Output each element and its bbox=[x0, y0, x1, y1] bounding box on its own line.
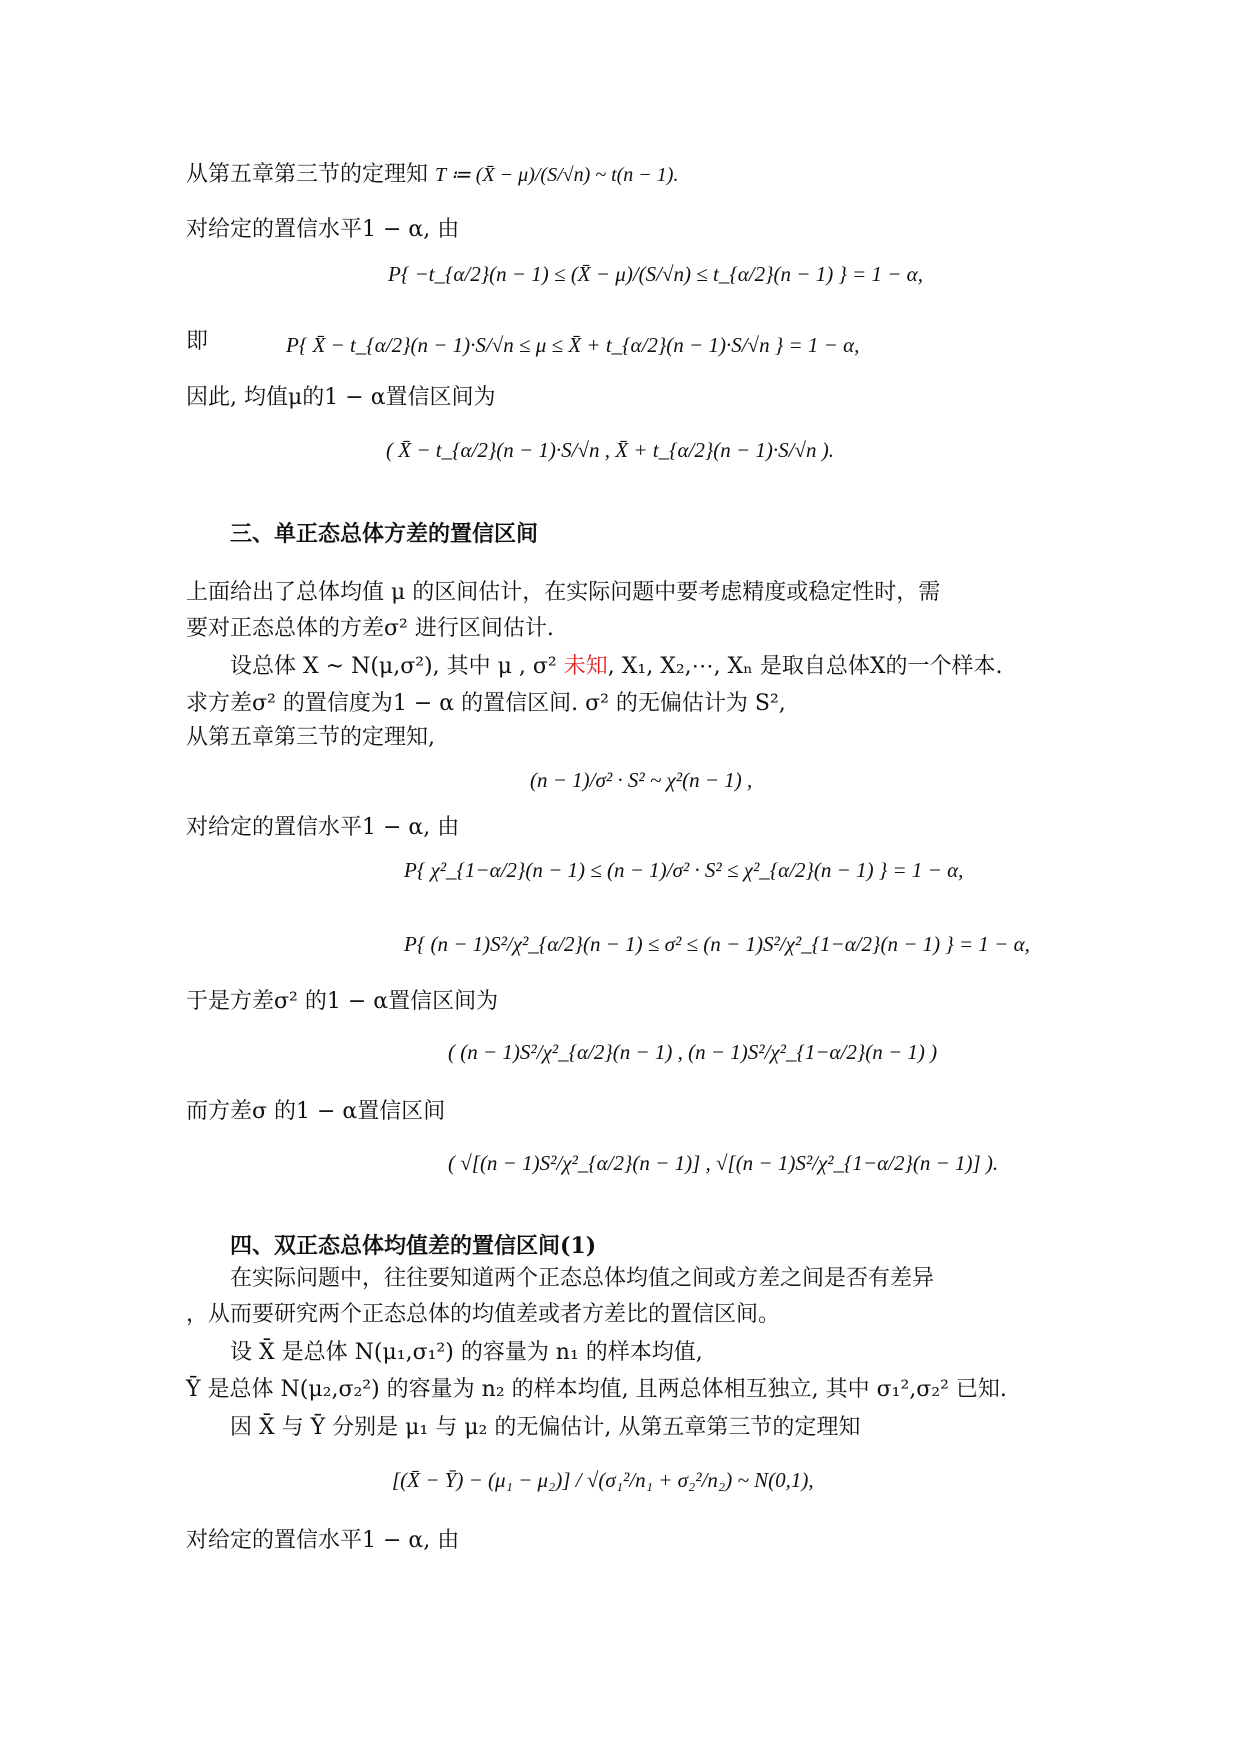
text-sample-def: , X₁, X₂,⋯, Xₙ 是取自总体X的一个样本. bbox=[607, 654, 1003, 679]
text-line: 从第五章第三节的定理知, bbox=[186, 725, 435, 750]
formula-probability-t: P{ −t_{α/2}(n − 1) ≤ (X̄ − μ)/(S/√n) ≤ t_{α/2}(n − 1) } = 1 − α, bbox=[388, 262, 923, 286]
text-unknown-highlight: 未知 bbox=[563, 654, 608, 679]
formula-variance-interval: ( (n − 1)S²/χ²_{α/2}(n − 1) , (n − 1)S²/χ²_{1−α/2}(n − 1) ) bbox=[448, 1040, 938, 1064]
formula-probability-sigma: P{ (n − 1)S²/χ²_{α/2}(n − 1) ≤ σ² ≤ (n − 1)S²/χ²_{1−α/2}(n − 1) } = 1 − α, bbox=[404, 932, 1030, 956]
formula-sd-interval: ( √[(n − 1)S²/χ²_{α/2}(n − 1)] , √[(n − 1)S²/χ²_{1−α/2}(n − 1)] ). bbox=[448, 1151, 999, 1175]
text-population-setup: 设总体 X ~ N(μ,σ²), 其中 μ , σ² bbox=[230, 654, 564, 679]
formula-chi-square-dist: (n − 1)/σ² · S² ~ χ²(n − 1) , bbox=[530, 768, 753, 792]
text-line: ，从而要研究两个正态总体的均值差或者方差比的置信区间。 bbox=[186, 1302, 781, 1327]
text-line: Ȳ 是总体 N(μ₂,σ₂²) 的容量为 n₂ 的样本均值, 且两总体相互独立, 其中 σ₁²,σ₂² 已知. bbox=[186, 1377, 1007, 1402]
text-line: 而方差σ 的1 − α置信区间 bbox=[186, 1099, 446, 1124]
text-ji: 即 bbox=[186, 329, 209, 354]
section-heading-mean-diff: 四、双正态总体均值差的置信区间(1) bbox=[230, 1233, 597, 1259]
text-line: 在实际问题中，往往要知道两个正态总体均值之间或方差之间是否有差异 bbox=[230, 1266, 935, 1291]
formula-t-statistic: T ≔ (X̄ − μ)/(S/√n) ~ t(n − 1). bbox=[435, 164, 679, 186]
text-line: 对给定的置信水平1 − α, 由 bbox=[186, 815, 460, 840]
formula-probability-chi: P{ χ²_{1−α/2}(n − 1) ≤ (n − 1)/σ² · S² ≤ χ²_{α/2}(n − 1) } = 1 − α, bbox=[404, 858, 964, 882]
formula-normal-diff: [(X̄ − Ȳ) − (μ₁ − μ₂)] / √(σ₁²/n₁ + σ₂²/n₂) ~ N(0,1), bbox=[392, 1468, 814, 1492]
text-line: 因此, 均值μ的1 − α置信区间为 bbox=[186, 385, 496, 410]
text-line: 对给定的置信水平1 − α, 由 bbox=[186, 217, 460, 242]
text-line: 上面给出了总体均值 μ 的区间估计，在实际问题中要考虑精度或稳定性时，需 bbox=[186, 580, 941, 605]
text-line: 求方差σ² 的置信度为1 − α 的置信区间. σ² 的无偏估计为 S², bbox=[186, 691, 786, 716]
text-theorem-ref: 从第五章第三节的定理知 bbox=[186, 162, 429, 187]
text-line: 要对正态总体的方差σ² 进行区间估计. bbox=[186, 616, 554, 641]
text-line bbox=[186, 160, 678, 190]
text-line: 因 X̄ 与 Ȳ 分别是 μ₁ 与 μ₂ 的无偏估计, 从第五章第三节的定理知 bbox=[230, 1415, 861, 1440]
text-line: 对给定的置信水平1 − α, 由 bbox=[186, 1528, 460, 1553]
formula-probability-mu: P{ X̄ − t_{α/2}(n − 1)·S/√n ≤ μ ≤ X̄ + t_{α/2}(n − 1)·S/√n } = 1 − α, bbox=[286, 333, 860, 357]
section-heading-variance: 三、单正态总体方差的置信区间 bbox=[230, 521, 539, 547]
text-line: 设 X̄ 是总体 N(μ₁,σ₁²) 的容量为 n₁ 的样本均值, bbox=[230, 1340, 703, 1365]
text-line: 于是方差σ² 的1 − α置信区间为 bbox=[186, 989, 499, 1014]
text-line bbox=[230, 652, 1002, 682]
formula-mean-interval: ( X̄ − t_{α/2}(n − 1)·S/√n , X̄ + t_{α/2}(n − 1)·S/√n ). bbox=[386, 438, 834, 462]
